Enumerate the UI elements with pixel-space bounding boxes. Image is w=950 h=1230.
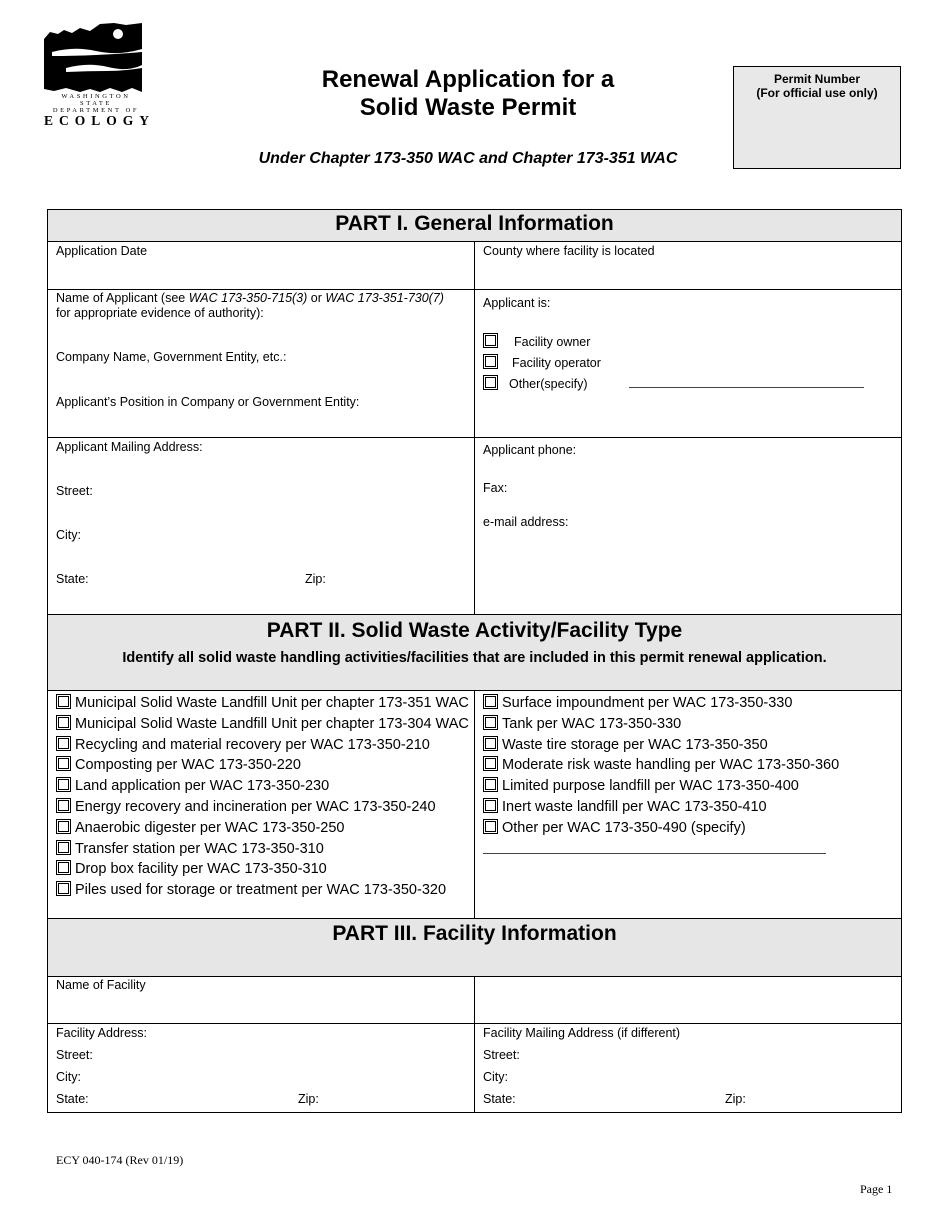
activity-item[interactable] — [483, 694, 792, 712]
applicant-name-label — [56, 291, 444, 306]
position-label: Applicant’s Position in Company or Government Entity: — [56, 395, 360, 409]
facility-zip-label: Zip: — [298, 1092, 319, 1106]
part2-instruction: Identify all solid waste handling activities/facilities that are included in this permit renewal application. — [122, 650, 827, 666]
applicant-name-label-2: for appropriate evidence of authority): — [56, 306, 264, 320]
applicant-name-text: Name of Applicant (see — [56, 291, 189, 305]
part3-heading: PART III. Facility Information — [332, 922, 617, 945]
or-text: or — [307, 291, 326, 305]
activity-item[interactable] — [483, 798, 767, 816]
permit-sublabel: (For official use only) — [756, 86, 878, 100]
activity-item[interactable] — [483, 777, 799, 795]
mailing-state-label: State: — [483, 1092, 516, 1106]
activity-label: Energy recovery and incineration per WAC 173-350-240 — [75, 799, 436, 815]
company-name-label: Company Name, Government Entity, etc.: — [56, 350, 287, 364]
logo-line-2: DEPARTMENT OF — [52, 107, 140, 114]
activity-label: Recycling and material recovery per WAC 173-350-210 — [75, 736, 430, 753]
permit-number-box[interactable] — [733, 66, 901, 169]
county-label: County where facility is located — [483, 244, 655, 258]
checkbox[interactable] — [483, 715, 498, 730]
divider — [47, 918, 902, 919]
mailing-city-label: City: — [483, 1070, 508, 1084]
wac-reference: WAC 173-351-730(7) — [325, 291, 444, 305]
checkbox[interactable] — [56, 715, 71, 730]
mailing-address-label: Applicant Mailing Address: — [56, 440, 203, 454]
activity-item[interactable] — [483, 819, 746, 837]
activity-label: Other per WAC 173-350-490 (specify) — [502, 819, 746, 836]
column-divider — [474, 690, 475, 918]
activity-label: Surface impoundment per WAC 173-350-330 — [502, 695, 793, 711]
role-label: Other(specify) — [509, 377, 588, 391]
activity-label: Composting per WAC 173-350-220 — [75, 757, 301, 774]
activity-label: Inert waste landfill per WAC 173-350-410 — [502, 799, 767, 815]
other-specify-line[interactable] — [629, 387, 864, 388]
logo-line-1: WASHINGTON STATE — [61, 93, 131, 107]
checkbox[interactable] — [483, 375, 498, 390]
activity-item[interactable] — [56, 860, 327, 878]
state-label: State: — [56, 572, 89, 586]
page-title — [290, 66, 646, 122]
application-date-label: Application Date — [56, 244, 148, 258]
activity-item[interactable] — [483, 715, 681, 733]
checkbox[interactable] — [56, 694, 71, 709]
page-subtitle: Under Chapter 173-350 WAC and Chapter 173-351 WAC — [258, 150, 678, 167]
checkbox[interactable] — [56, 756, 71, 771]
checkbox[interactable] — [483, 756, 498, 771]
role-label: Facility owner — [514, 335, 591, 349]
activity-label: Moderate risk waste handling per WAC 173-350-360 — [502, 757, 840, 774]
activity-item[interactable] — [56, 777, 329, 795]
title-line-2: Solid Waste Permit — [359, 94, 577, 121]
activity-item[interactable] — [56, 840, 324, 858]
checkbox[interactable] — [483, 333, 498, 348]
activity-item[interactable] — [483, 756, 839, 774]
fax-label: Fax: — [483, 481, 508, 495]
checkbox[interactable] — [483, 819, 498, 834]
checkbox[interactable] — [56, 798, 71, 813]
activity-label: Piles used for storage or treatment per WAC 173-350-320 — [75, 882, 447, 899]
column-divider — [474, 976, 475, 1113]
activity-item[interactable] — [56, 819, 344, 837]
activity-item[interactable] — [56, 756, 301, 774]
activity-label: Municipal Solid Waste Landfill Unit per chapter 173-304 WAC — [75, 715, 469, 732]
permit-label: Permit Number — [773, 72, 861, 86]
activity-label: Waste tire storage per WAC 173-350-350 — [502, 736, 768, 753]
activity-item[interactable] — [56, 881, 446, 899]
logo-line-3: ECOLOGY — [44, 113, 156, 128]
checkbox[interactable] — [56, 860, 71, 875]
role-facility-owner[interactable] — [483, 333, 590, 350]
city-label: City: — [56, 528, 81, 542]
mailing-zip-label: Zip: — [725, 1092, 746, 1106]
role-facility-operator[interactable] — [483, 354, 601, 371]
mailing-street-label: Street: — [483, 1048, 520, 1062]
activity-label: Anaerobic digester per WAC 173-350-250 — [75, 819, 345, 836]
checkbox[interactable] — [56, 819, 71, 834]
activity-item[interactable] — [56, 736, 430, 754]
activity-item[interactable] — [56, 715, 469, 733]
part2-heading: PART II. Solid Waste Activity/Facility Type — [266, 619, 683, 642]
facility-mailing-label: Facility Mailing Address (if different) — [483, 1026, 681, 1040]
facility-state-label: State: — [56, 1092, 89, 1106]
activity-label: Limited purpose landfill per WAC 173-350-400 — [502, 778, 799, 795]
activity-item[interactable] — [56, 694, 469, 712]
form-id: ECY 040-174 (Rev 01/19) — [56, 1153, 184, 1167]
activity-label: Drop box facility per WAC 173-350-310 — [75, 861, 327, 878]
activity-item[interactable] — [56, 798, 436, 816]
activity-item[interactable] — [483, 736, 768, 754]
checkbox[interactable] — [483, 694, 498, 709]
activity-label: Tank per WAC 173-350-330 — [502, 715, 682, 732]
other-specify-line[interactable] — [483, 853, 826, 854]
role-label: Facility operator — [512, 356, 601, 370]
title-line-1: Renewal Application for a — [321, 66, 615, 93]
facility-city-label: City: — [56, 1070, 81, 1084]
part1-heading: PART I. General Information — [335, 212, 614, 235]
checkbox[interactable] — [56, 881, 71, 896]
activity-label: Land application per WAC 173-350-230 — [75, 778, 330, 795]
page-number: Page 1 — [860, 1182, 893, 1196]
activity-label: Transfer station per WAC 173-350-310 — [75, 840, 324, 857]
email-label: e-mail address: — [483, 515, 569, 529]
facility-street-label: Street: — [56, 1048, 93, 1062]
zip-label: Zip: — [305, 572, 326, 586]
checkbox[interactable] — [56, 840, 71, 855]
checkbox[interactable] — [56, 777, 71, 792]
checkbox[interactable] — [56, 736, 71, 751]
column-divider — [474, 241, 475, 614]
street-label: Street: — [56, 484, 93, 498]
checkbox[interactable] — [483, 354, 498, 369]
phone-label: Applicant phone: — [483, 443, 577, 457]
logo-text — [44, 93, 156, 128]
facility-name-label: Name of Facility — [56, 978, 146, 992]
checkbox[interactable] — [483, 777, 498, 792]
activity-label: Municipal Solid Waste Landfill Unit per chapter 173-351 WAC — [75, 695, 469, 711]
applicant-is-label: Applicant is: — [483, 296, 551, 310]
divider — [47, 614, 902, 615]
role-other[interactable] — [483, 375, 588, 392]
facility-address-label: Facility Address: — [56, 1026, 148, 1040]
checkbox[interactable] — [483, 736, 498, 751]
checkbox[interactable] — [483, 798, 498, 813]
wac-reference: WAC 173-350-715(3) — [188, 291, 308, 305]
